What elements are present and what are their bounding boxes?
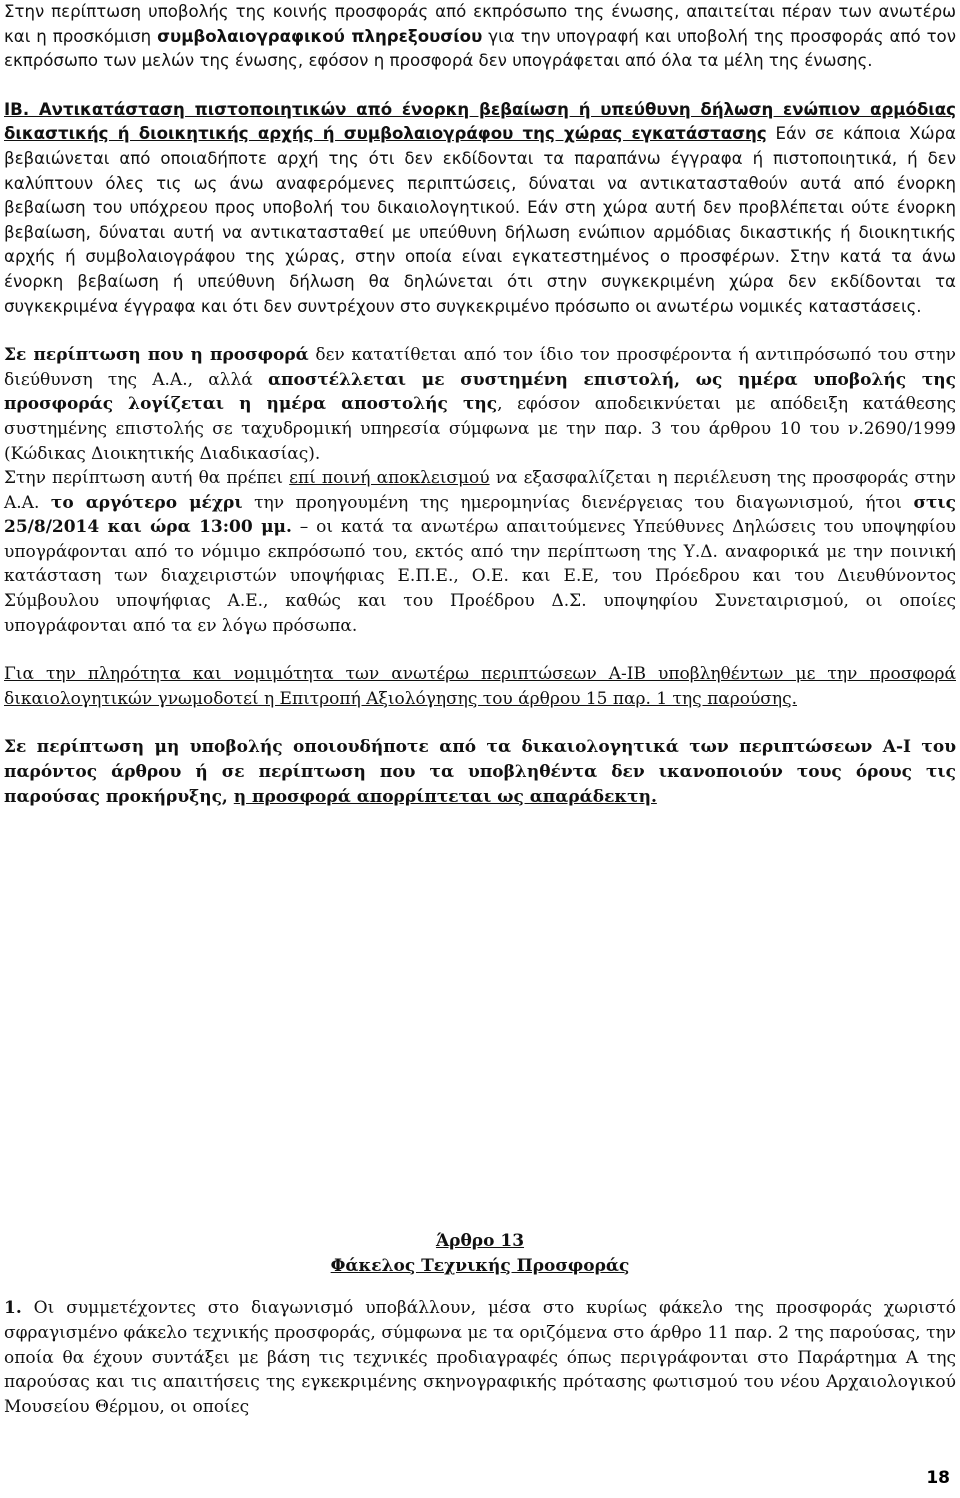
- deadline-date: στις 25/8/2014 και ώρα 13:00 μμ.: [4, 492, 956, 538]
- paragraph-ib-replacement: ΙΒ. Αντικατάσταση πιστοποιητικών από ένορκη βεβαίωση ή υπεύθυνη δήλωση ενώπιον αρμόδιας δικαστικής ή διοικητικής αρχής ή συμβολαιογράφου της χώρας εγκατάστασης Εάν σε κάποια Χώρα βεβαιώνεται από οποιαδήποτε αρχή της ότι δεν εκδίδονται τα παραπάνω έγγραφα ή πιστοποιητικά, ή δεν καλύπτουν όλες τις ως άνω αναφερόμενες περιπτώσεις, δύναται να αντικατασταθούν αυτά από ένορκη βεβαίωση του υπόχρεου προς υποβολή του δικαιολογητικού. Εάν στη χώρα αυτή δεν προβλέπεται ούτε ένορκη βεβαίωση, δύναται αυτή να αντικατασταθεί με υπεύθυνη δήλωση ενώπιον αρμόδιας δικαστικής ή διοικητικής αρχής ή συμβολαιογράφου της χώρας, στην οποία είναι εγκατεστημένος ο προσφέρων. Στην κατά τα άνω ένορκη βεβαίωση ή υπεύθυνη δήλωση θα δηλώνεται ότι στην συγκεκριμένη χώρα δεν εκδίδονται τα συγκεκριμένα έγγραφα και ότι δεν συντρέχουν στο συγκεκριμένο πρόσωπο οι ανωτέρω νομικές καταστάσεις.: [4, 99, 956, 316]
- article-title: Άρθρο 13: [435, 1231, 525, 1252]
- paragraph-rejection: Σε περίπτωση μη υποβολής οποιουδήποτε από τα δικαιολογητικά των περιπτώσεων Α-Ι του παρόντος άρθρου ή σε περίπτωση που τα υποβληθέντα δεν ικανοποιούν τους όρους τις παρούσας προκήρυξης, η προσφορά απορρίπτεται ως απαράδεκτη.: [4, 737, 956, 807]
- paragraph-registered-mail: Σε περίπτωση που η προσφορά δεν κατατίθεται από τον ίδιο τον προσφέροντα ή αντιπρόσωπό του στην διεύθυνση της Α.Α., αλλά αποστέλλεται με συστημένη επιστολή, ως ημέρα υποβολής της προσφοράς λογίζεται η ημέρα αποστολής της, εφόσον αποδεικνύεται με απόδειξη κατάθεσης συστημένης επιστολής σε ταχυδρομική υπηρεσία σύμφωνα με την παρ. 3 του άρθρου 10 του ν.2690/1999 (Κώδικας Διοικητικής Διαδικασίας).: [4, 345, 957, 464]
- page-number: 18: [926, 1468, 950, 1488]
- section-ib-heading: ΙΒ. Αντικατάσταση πιστοποιητικών από ένορκη βεβαίωση ή υπεύθυνη δήλωση ενώπιον αρμόδιας δικαστικής ή διοικητικής αρχής ή συμβολαιογράφου της χώρας εγκατάστασης: [4, 99, 956, 144]
- notarial-power-of-attorney: συμβολαιογραφικού πληρεξουσίου: [157, 26, 483, 46]
- paragraph-committee-opinion: Για την πληρότητα και νομιμότητα των ανωτέρω περιπτώσεων Α-ΙΒ υποβληθέντων με την προσφορά δικαιολογητικών γνωμοδοτεί η Επιτροπή Αξιολόγησης του άρθρου 15 παρ. 1 της παρούσης.: [4, 664, 956, 709]
- paragraph-deadline: Στην περίπτωση αυτή θα πρέπει επί ποινή αποκλεισμού να εξασφαλίζεται η περιέλευση της προσφοράς στην Α.Α. το αργότερο μέχρι την προηγουμένη της ημερομηνίας διενέργειας του διαγωνισμού, ήτοι στις 25/8/2014 και ώρα 13:00 μμ. – οι κατά τα ανωτέρω απαιτούμενες Υπεύθυνες Δηλώσεις του υποψηφίου υπογράφονται από το νόμιμο εκπρόσωπό του, εκτός από την περίπτωση της Υ.Δ. αναφορικά με την ποινική κατάσταση των διαχειριστών υποψήφιας Ε.Π.Ε., Ο.Ε. και Ε.Ε, του Πρόεδρου και του Διευθύνοντος Σύμβουλου υποψήφιας Α.Ε., καθώς και του Προέδρου Δ.Σ. υποψηφίου Συνεταιρισμού, οι οποίες υπογράφονται από τα εν λόγω πρόσωπα.: [4, 468, 956, 636]
- article-subtitle: Φάκελος Τεχνικής Προσφοράς: [330, 1255, 630, 1276]
- paragraph-joint-offer: Στην περίπτωση υποβολής της κοινής προσφοράς από εκπρόσωπο της ένωσης, απαιτείται πέραν των ανωτέρω και η προσκόμιση συμβολαιογραφικού πληρεξουσίου για την υπογραφή και υποβολή της προσφοράς από τον εκπρόσωπο των μελών της ένωσης, εφόσον η προσφορά δεν υπογράφεται από όλα τα μέλη της ένωσης.: [4, 2, 956, 71]
- paragraph-technical-offer: 1. Οι συμμετέχοντες στο διαγωνισμό υποβάλλουν, μέσα στο κυρίως φάκελο της προσφοράς χωριστό σφραγισμένο φάκελο τεχνικής προσφοράς, σύμφωνα με τα οριζόμενα στο άρθρο 11 παρ. 2 της παρούσας, την οποία θα έχουν συντάξει με βάση τις τεχνικές προδιαγραφές όπως περιγράφονται στο Παράρτημα Α της παρούσας και τις απαιτήσεις της εγκεκριμένης σκηνογραφικής πρότασης φωτισμού του νέου Αρχαιολογικού Μουσείου Θέρμου, οι οποίες: [4, 1298, 956, 1417]
